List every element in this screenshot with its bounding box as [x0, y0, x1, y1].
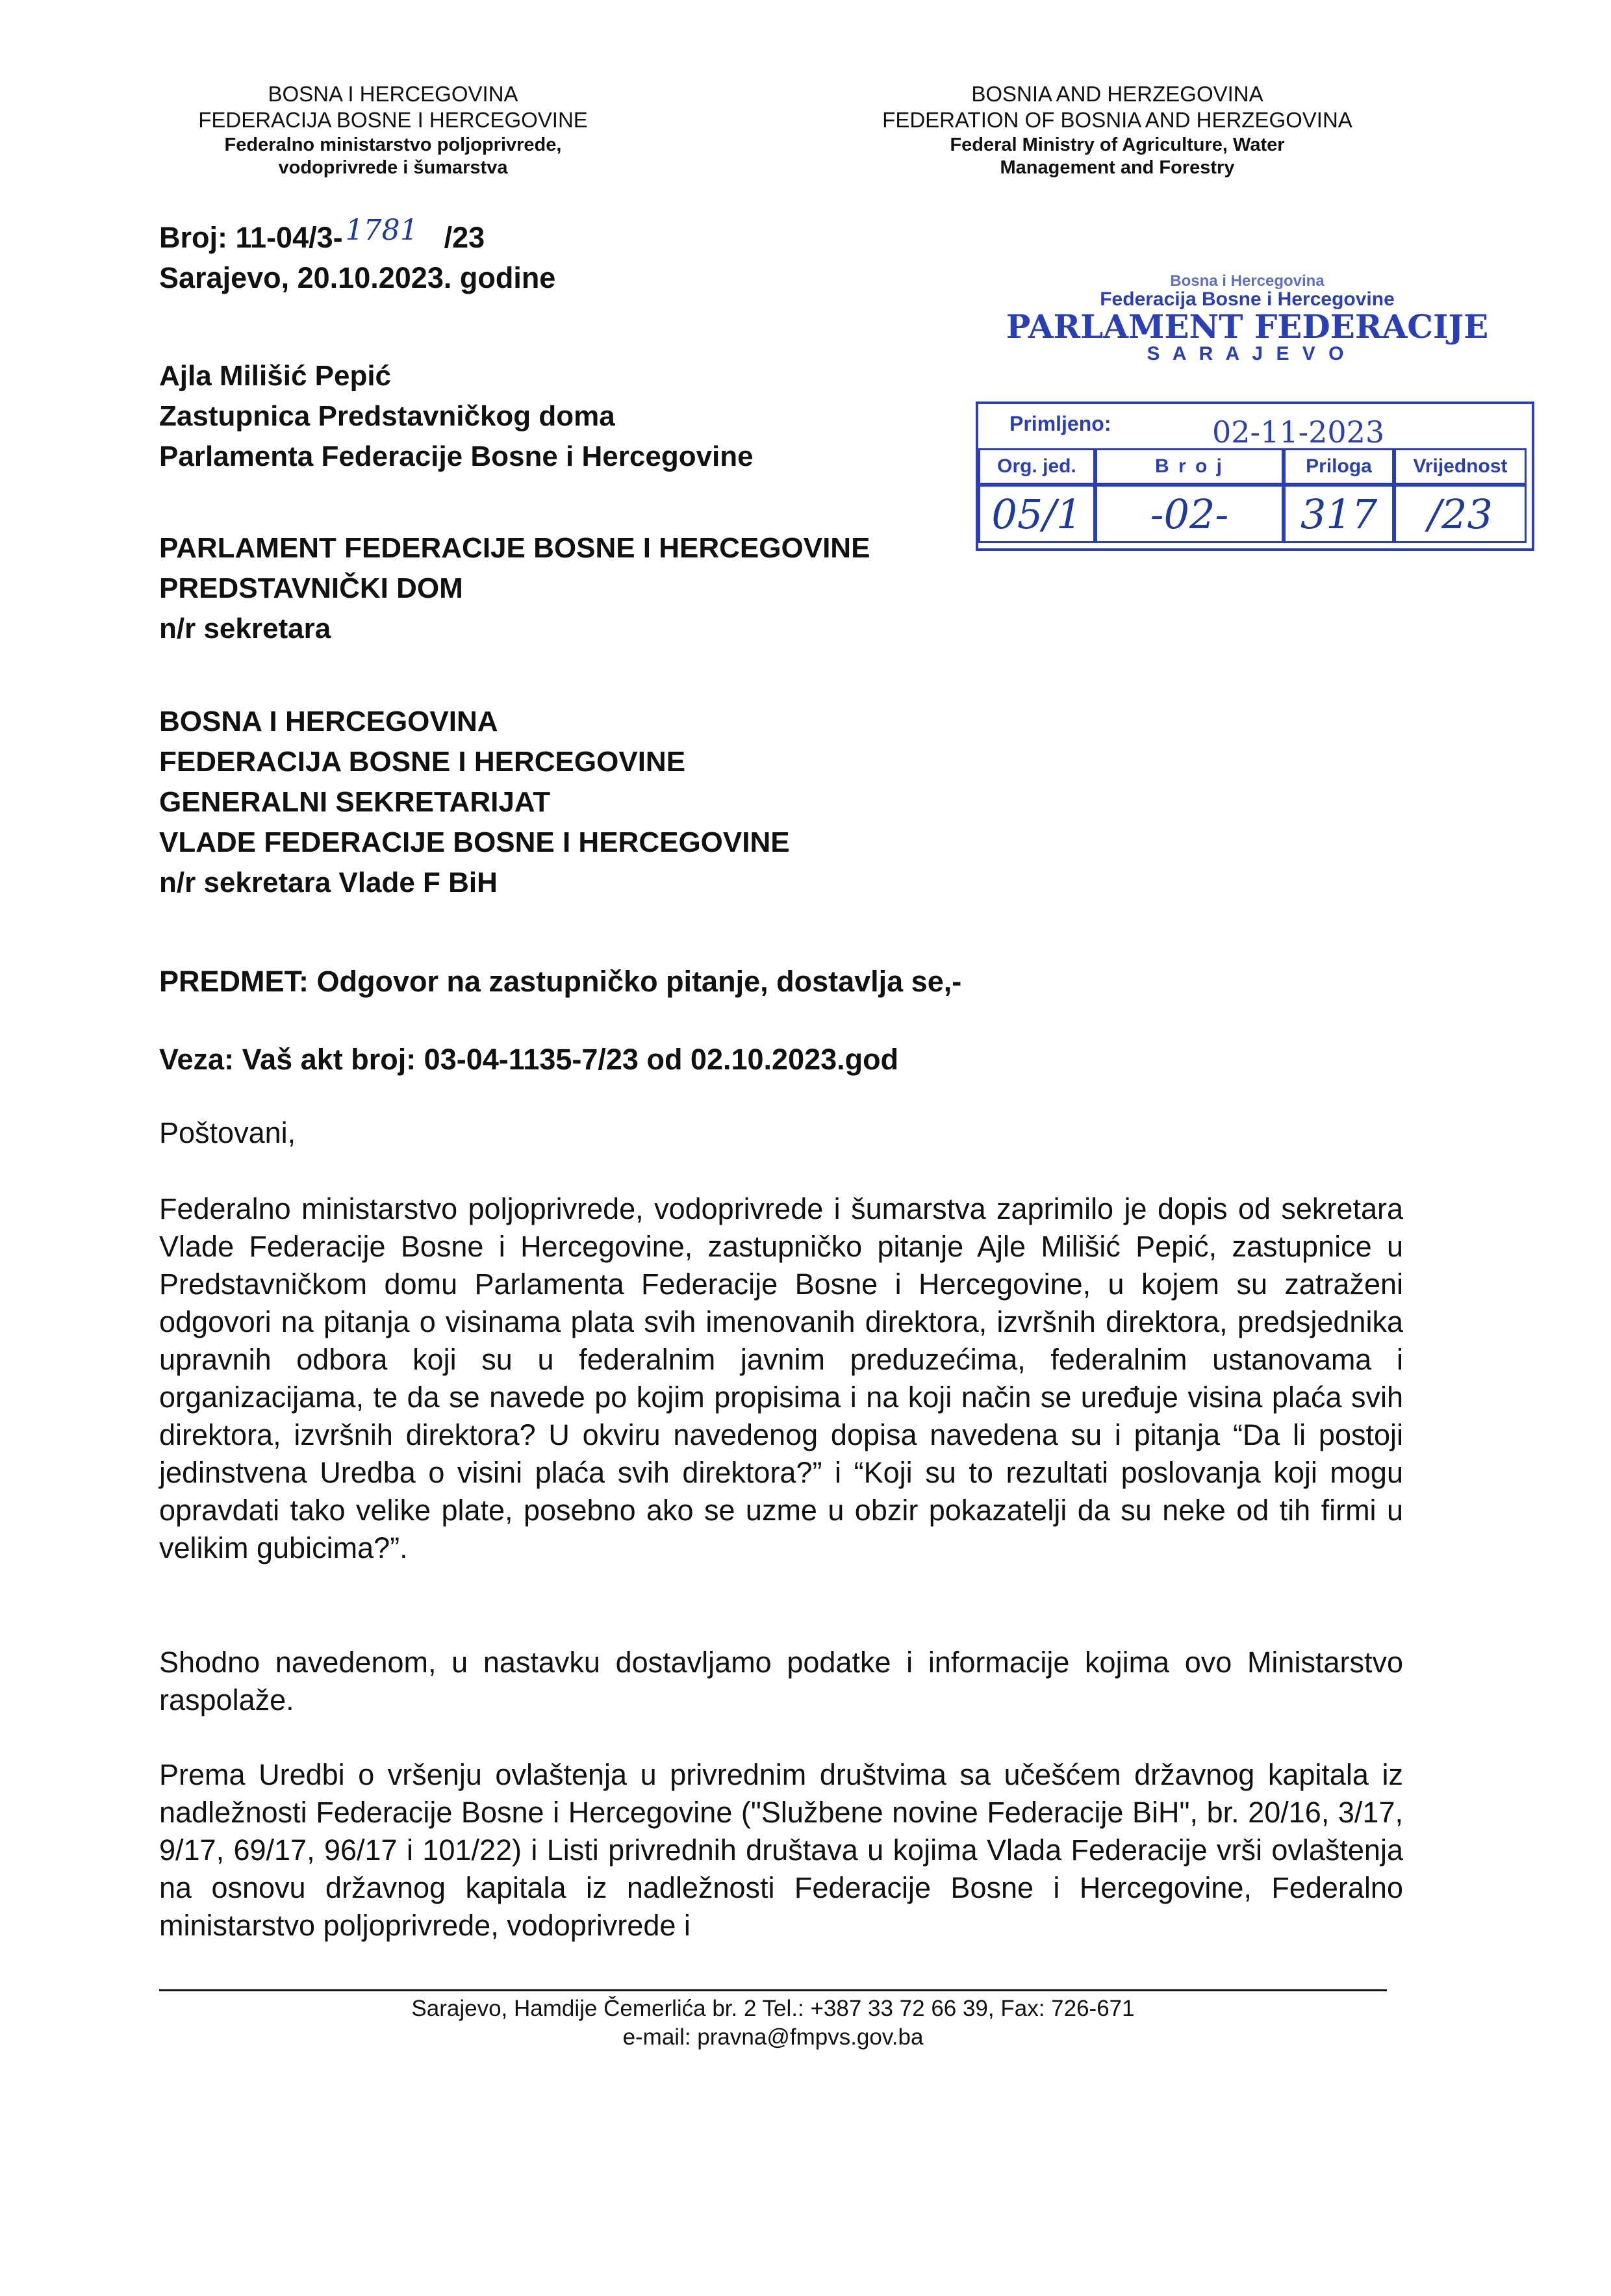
recipient1-line: Zastupnica Predstavničkog doma	[159, 400, 615, 432]
footer-divider	[159, 1989, 1387, 1991]
recipient2-line: PREDSTAVNIČKI DOM	[159, 572, 463, 604]
letterhead-right-line1: BOSNIA AND HERZEGOVINA	[971, 82, 1263, 106]
recipient3-line: VLADE FEDERACIJE BOSNE I HERCEGOVINE	[159, 826, 790, 858]
letterhead-left-line1: BOSNA I HERCEGOVINA	[268, 82, 518, 106]
stamp-received-date: 02-11-2023	[1212, 415, 1385, 450]
recipient3-line: n/r sekretara Vlade F BiH	[159, 867, 498, 899]
recipient3-line: FEDERACIJA BOSNE I HERCEGOVINE	[159, 746, 686, 778]
stamp-val-broj: -02-	[1095, 485, 1284, 543]
body-paragraph-1: Federalno ministarstvo poljoprivrede, vodoprivrede i šumarstva zaprimilo je dopis od sekretara Vlade Federacije Bosne i Hercegovine, zastupničko pitanje Ajle Milišić Pepić, zastupnice u Predstavničkom domu Parlamenta Federacije Bosne i Hercegovine, u kojem su zatraženi odgovori na pitanja o visinama plata svih imenovanih direktora, izvršnih direktora, predsjednika upravnih odbora koji su u federalnim javnim preduzećima, federalnim ustanovama i organizacijama, te da se navede po kojim propisima i na koji način se uređuje visina plaća svih direktora, izvršnih direktora? U okviru navedenog dopisa navedena su i pitanja “Da li postoji jedinstvena Uredba o visini plaća svih direktora?” i “Koji su to rezultati poslovanja koji mogu opravdati tako velike plate, posebno ako se uzme u obzir pokazatelji da su neke od tih firmi u velikim gubicima?”.	[159, 1192, 1403, 1564]
recipient3-line: BOSNA I HERCEGOVINA	[159, 706, 498, 737]
recipient2-line: PARLAMENT FEDERACIJE BOSNE I HERCEGOVINE	[159, 532, 870, 564]
body-paragraph-3: Prema Uredbi o vršenju ovlaštenja u privrednim društvima sa učešćem državnog kapitala iz nadležnosti Federacije Bosne i Hercegovine ("Službene novine Federacije BiH", br. 20/16, 3/17, 9/17, 69/17, 96/17 i 101/22) i Listi privrednih društava u kojima Vlada Federacije vrši ovlaštenja na osnovu državnog kapitala iz nadležnosti Federacije Bosne i Hercegovine, Federalno ministarstvo poljoprivrede, vodoprivrede i	[159, 1758, 1403, 1942]
stamp-line4: S A R A J E V O	[1147, 343, 1348, 365]
recipient-parliament	[159, 528, 870, 649]
stamp-line1: Bosna i Hercegovina	[1170, 272, 1325, 290]
received-stamp-header	[1000, 273, 1494, 364]
recipient2-line: n/r sekretara	[159, 613, 331, 644]
stamp-val-priloga: 317	[1284, 485, 1394, 543]
letterhead-right-line4: Management and Forestry	[1000, 157, 1235, 178]
stamp-col-org: Org. jed.	[978, 448, 1095, 485]
stamp-received-label: Primljeno:	[1009, 412, 1111, 435]
letterhead-left-line2: FEDERACIJA BOSNE I HERCEGOVINE	[198, 108, 588, 133]
stamp-val-vrijednost: /23	[1394, 485, 1527, 543]
reference-number	[159, 214, 485, 255]
stamp-val-org: 05/1	[978, 485, 1095, 543]
letterhead-right-line3: Federal Ministry of Agriculture, Water	[950, 134, 1285, 155]
letterhead-left-line3: Federalno ministarstvo poljoprivrede,	[224, 134, 562, 155]
reference-suffix: /23	[444, 221, 485, 254]
reference-handwritten-number: 1781	[345, 214, 418, 247]
reference-prefix: Broj: 11-04/3-	[159, 221, 343, 254]
footer-address: Sarajevo, Hamdije Čemerlića br. 2 Tel.: +387 33 72 66 39, Fax: 726-671	[411, 1996, 1135, 2021]
received-stamp-table	[976, 402, 1534, 551]
letterhead-left	[130, 81, 656, 179]
reference-act: Veza: Vaš akt broj: 03-04-1135-7/23 od 02.10.2023.god	[159, 1043, 899, 1076]
stamp-col-priloga: Priloga	[1284, 448, 1394, 485]
stamp-line3: PARLAMENT FEDERACIJE	[1006, 307, 1489, 346]
recipient1-line: Parlamenta Federacije Bosne i Hercegovine	[159, 440, 754, 472]
stamp-col-vrijednost: Vrijednost	[1394, 448, 1527, 485]
recipient-representative	[159, 356, 754, 477]
letterhead-left-line4: vodoprivrede i šumarstva	[278, 157, 508, 178]
salutation: Poštovani,	[159, 1116, 296, 1149]
recipient3-line: GENERALNI SEKRETARIJAT	[159, 786, 551, 818]
letterhead-right	[818, 81, 1416, 179]
body-paragraph-2: Shodno navedenom, u nastavku dostavljamo podatke i informacije kojima ovo Ministarstvo raspolaže.	[159, 1646, 1403, 1716]
subject-line: PREDMET: Odgovor na zastupničko pitanje, dostavlja se,-	[159, 965, 962, 998]
recipient1-line: Ajla Milišić Pepić	[159, 360, 392, 392]
reference-date: Sarajevo, 20.10.2023. godine	[159, 261, 556, 294]
footer-email: e-mail: pravna@fmpvs.gov.ba	[622, 2024, 924, 2050]
recipient-government	[159, 702, 790, 903]
stamp-col-broj: B r o j	[1095, 448, 1284, 485]
letterhead-right-line2: FEDERATION OF BOSNIA AND HERZEGOVINA	[882, 108, 1352, 133]
stamp-line2: Federacija Bosne i Hercegovine	[1100, 288, 1395, 311]
